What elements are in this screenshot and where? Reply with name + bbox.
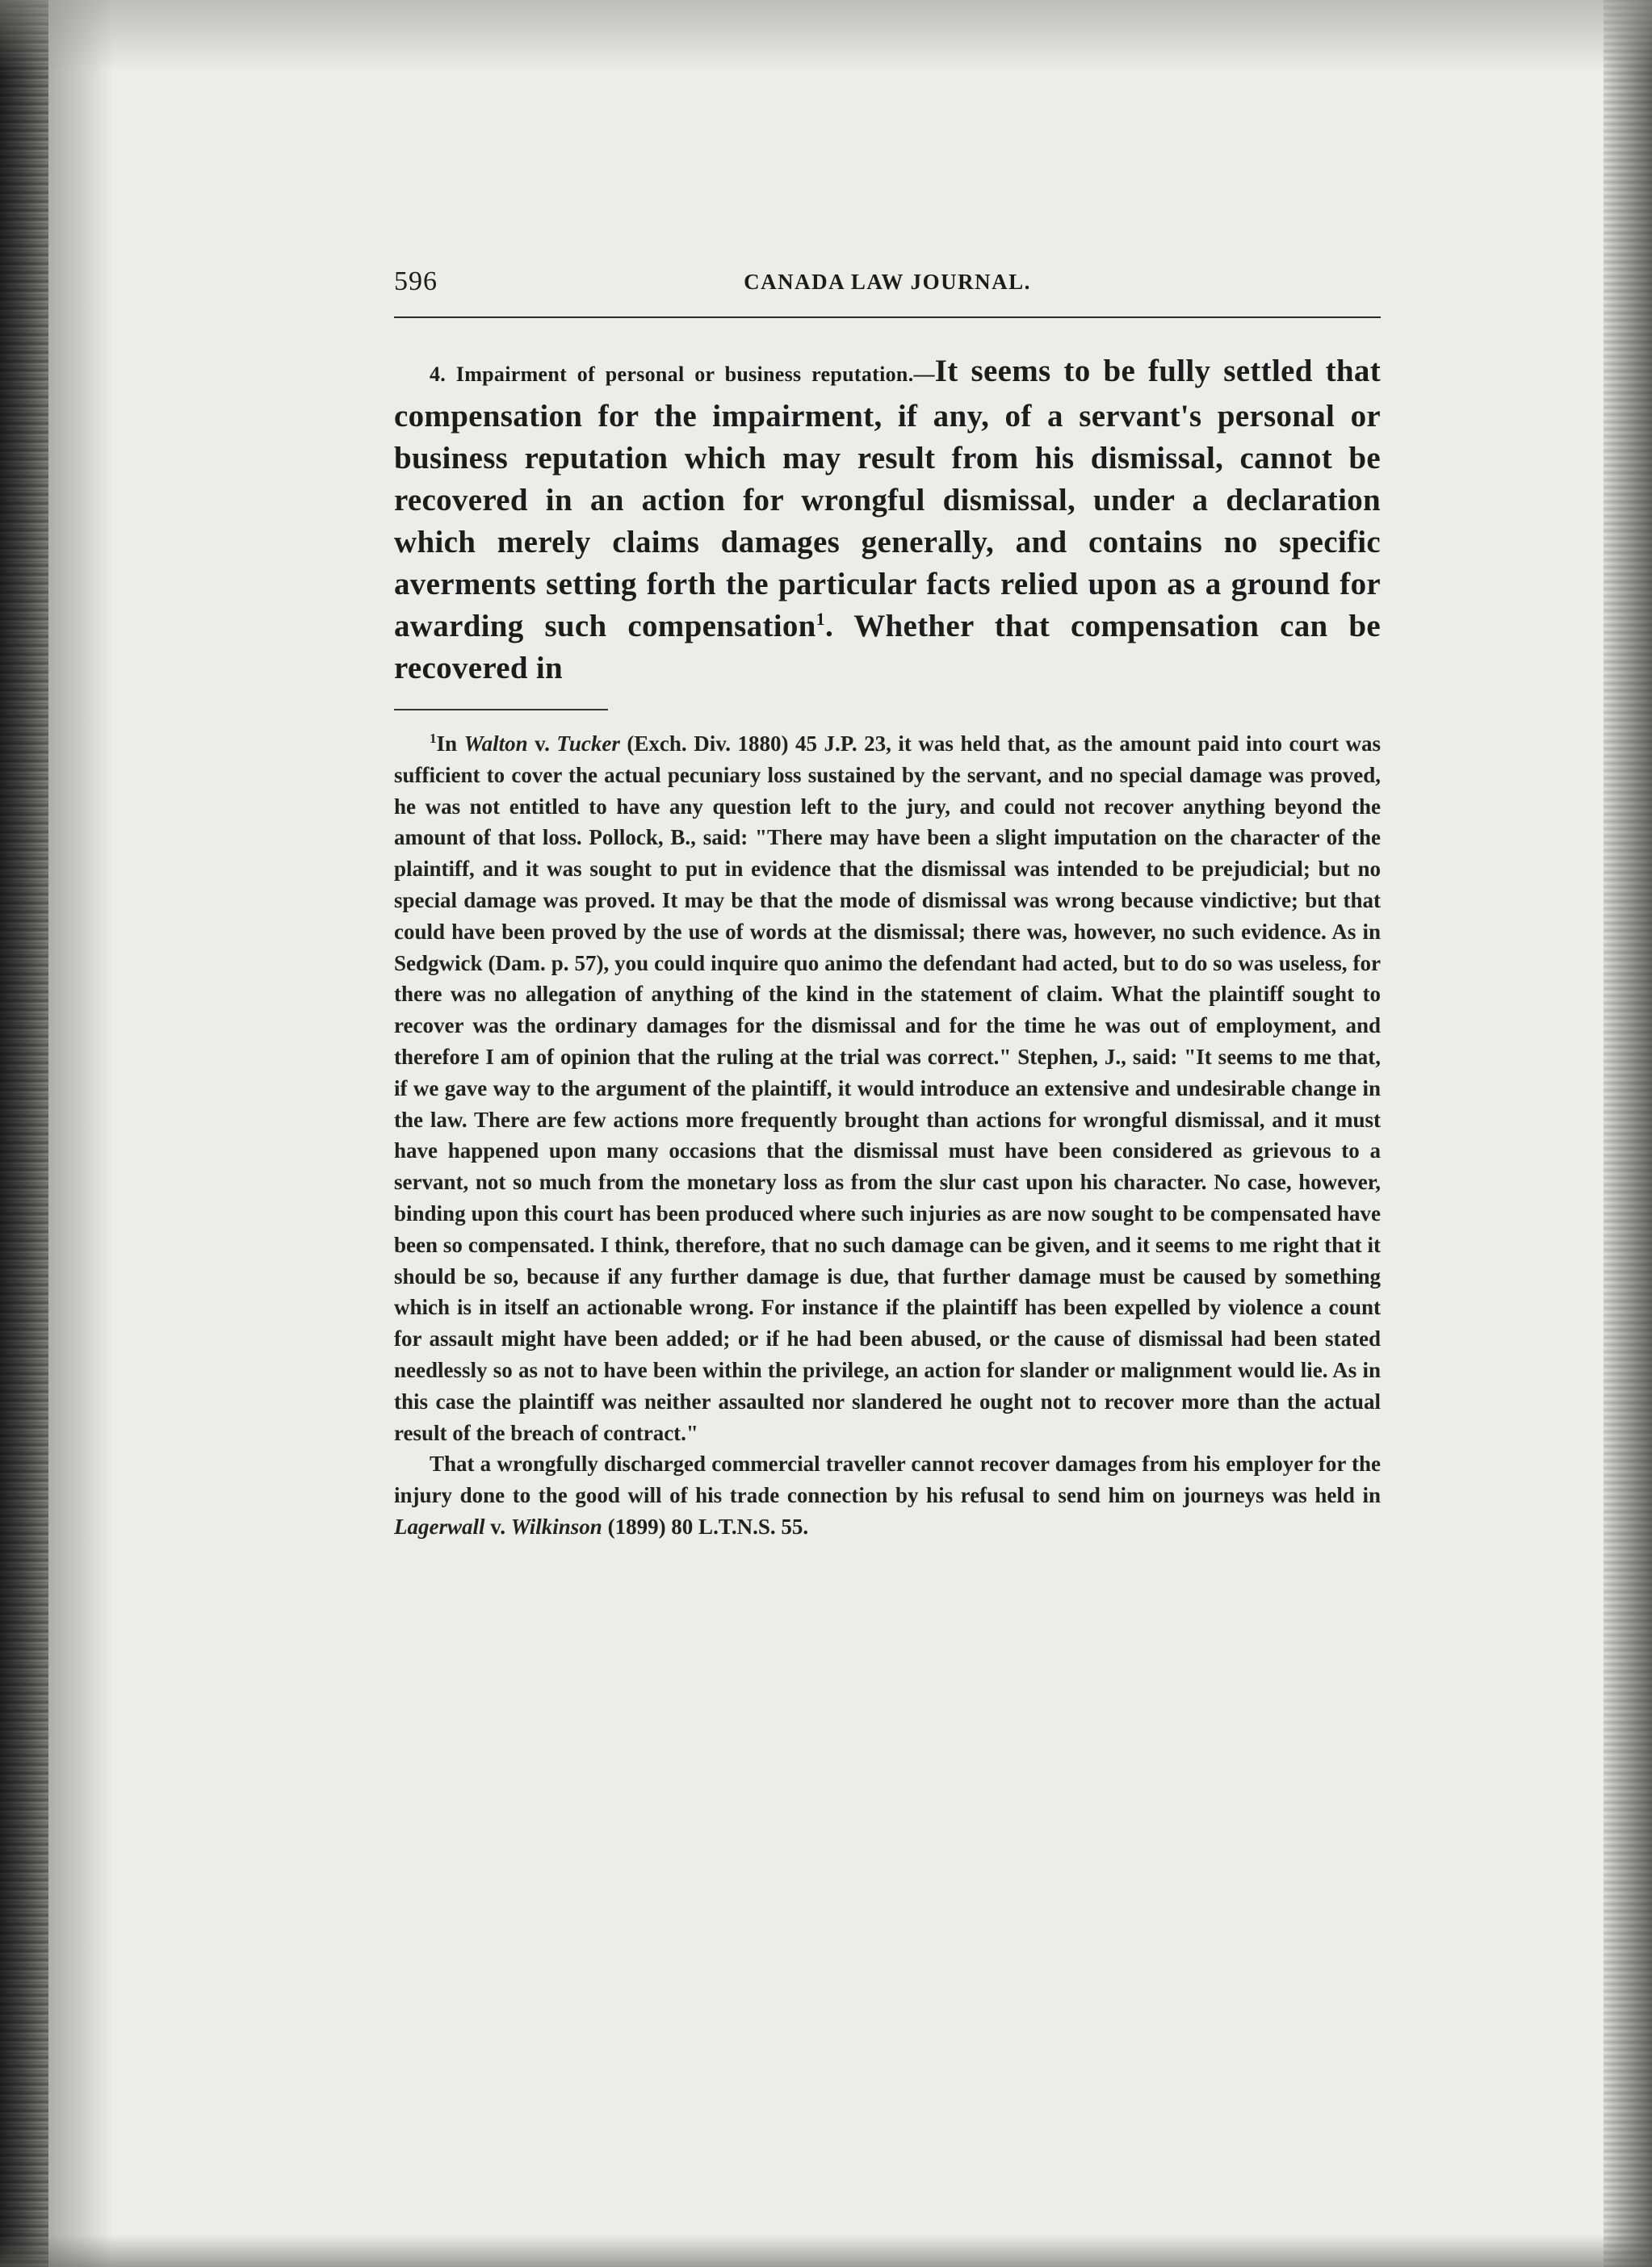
footnote-text: (1899) 80 L.T.N.S. 55.	[602, 1514, 809, 1539]
binding-edge-left	[0, 0, 48, 2267]
section-heading: 4. Impairment of personal or business reputation.—	[430, 362, 935, 386]
page-edge-right	[1604, 0, 1652, 2267]
footnote-text: v.	[484, 1514, 511, 1539]
footnote-text: v.	[527, 731, 557, 756]
binding-shadow	[48, 0, 113, 2267]
header-rule	[394, 316, 1381, 318]
footnote-paragraph-2	[394, 1448, 1381, 1542]
page-content	[394, 266, 1381, 1543]
section-body: It seems to be fully settled that compensation for the impairment, if any, of a servant's personal or business reputation which may result from his dismissal, cannot be recovered in an action for wrongful dismissal, under a declaration which merely claims damages generally, and contains no specific averments setting forth the particular facts relied upon as a ground for awarding such compensation	[394, 354, 1381, 643]
footnote-paragraph-1	[394, 728, 1381, 1448]
case-name: Tucker	[556, 731, 620, 756]
journal-title: CANADA LAW JOURNAL.	[744, 270, 1031, 294]
footnote	[394, 728, 1381, 1543]
section-paragraph	[394, 350, 1381, 689]
case-name: Wilkinson	[510, 1514, 602, 1539]
footnote-text: (Exch. Div. 1880) 45 J.P. 23, it was held that, as the amount paid into court was sufficient to cover the actual pecuniary loss sustained by the servant, and no special damage was proved, he was not entitled to have any question left to the jury, and could not recover anything beyond the amount of that loss. Pollock, B., said: "There may have been a slight imputation on the character of the plaintiff, and it was sought to put in evidence that the dismissal was intended to be prejudicial; but no special damage was proved. It may be that the mode of dismissal was wrong because vindictive; but that could have been proved by the use of words at the dismissal; there was, however, no such evidence. As in Sedgwick (Dam. p. 57), you could inquire quo animo the defendant had acted, but to do so was useless, for there was no allegation of anything of the kind in the statement of claim. What the plaintiff sought to recover was the ordinary damages for the dismissal and for the time he was out of employment, and therefore I am of opinion that the ruling at the trial was correct." Stephen, J., said: "It seems to me that, if we gave way to the argument of the plaintiff, it would introduce an extensive and undesirable change in the law. There are few actions more frequently brought than actions for wrongful dismissal, and it must have happened upon many occasions that the dismissal must have been considered as grievous to a servant, not so much from the monetary loss as from the slur cast upon his character. No case, however, binding upon this court has been produced where such injuries as are now sought to be compensated have been so compensated. I think, therefore, that no such damage can be given, and it seems to me right that it should be so, because if any further damage is due, that further damage must be caused by something which is in itself an actionable wrong. For instance if the plaintiff has been expelled by violence a count for assault might have been added; or if he had been abused, or the cause of dismissal had been stated needlessly so as not to have been within the privilege, an action for slander or malignment would lie. As in this case the plaintiff was neither assaulted nor slandered he ought not to recover more than the actual result of the breach of contract."	[394, 731, 1381, 1445]
footnote-text: That a wrongfully discharged commercial traveller cannot recover damages from his employer for the injury done to the good will of his trade connection by his refusal to send him on journeys was held in	[394, 1452, 1381, 1508]
case-name: Walton	[463, 731, 528, 756]
footnote-reference: 1	[816, 609, 825, 629]
page-edge-bottom	[0, 2235, 1652, 2267]
footnote-rule	[394, 709, 608, 710]
section-trailing-text: . Whether that compensation can be recovered in	[394, 609, 1381, 685]
case-name: Lagerwall	[394, 1514, 485, 1539]
footnote-marker: 1	[430, 731, 437, 746]
running-head	[394, 266, 1381, 313]
page-number: 596	[394, 266, 438, 296]
page-edge-top	[0, 0, 1652, 73]
footnote-text: In	[436, 731, 464, 756]
